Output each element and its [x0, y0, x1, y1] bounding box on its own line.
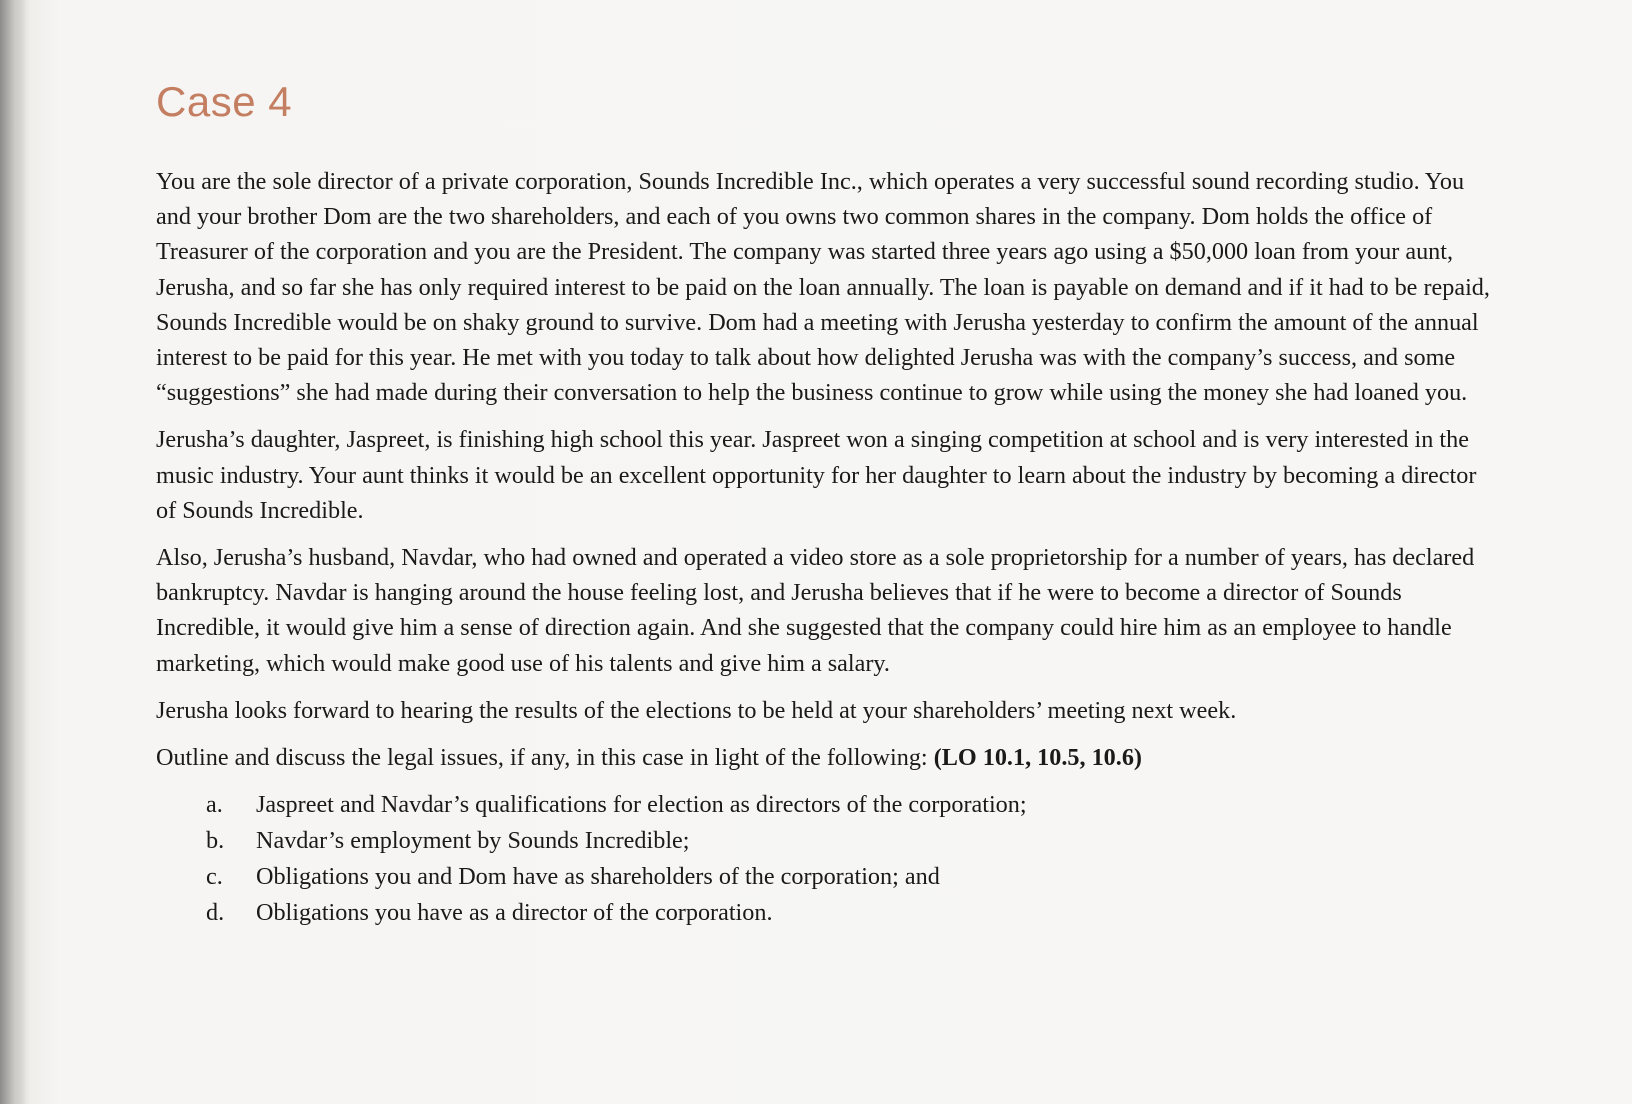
case-title: Case 4 — [156, 78, 293, 125]
question-prompt — [156, 740, 1496, 775]
question-text: Outline and discuss the legal issues, if any, in this case in light of the following: — [156, 744, 934, 772]
task-text: Navdar’s employment by Sounds Incredible; — [256, 827, 690, 855]
task-item — [206, 859, 1496, 895]
task-marker: a. — [206, 791, 223, 819]
task-marker: c. — [206, 863, 223, 891]
task-text: Obligations you and Dom have as shareholders of the corporation; and — [256, 863, 940, 891]
task-text: Obligations you have as a director of the corporation. — [256, 899, 773, 927]
learning-objectives: (LO 10.1, 10.5, 10.6) — [933, 744, 1142, 772]
task-item — [206, 895, 1496, 931]
task-item — [206, 787, 1496, 823]
page-binding-shadow — [0, 0, 26, 1104]
case-paragraph-3: Also, Jerusha’s husband, Navdar, who had owned and operated a video store as a sole proprietorship for a number of years, has declared bankruptcy. Navdar is hanging around the house feeling lost, and Jerusha believes that if he were to become a director of Sounds Incredible, it would give him a sense of direction again. And she suggested that the company could hire him as an employee to handle marketing, which would make good use of his talents and give him a salary. — [156, 544, 1475, 677]
task-item — [206, 823, 1496, 859]
task-text: Jaspreet and Navdar’s qualifications for election as directors of the corporation; — [256, 791, 1027, 819]
task-marker: d. — [206, 899, 225, 927]
case-paragraph-1: You are the sole director of a private corporation, Sounds Incredible Inc., which operates a very successful sound recording studio. You and your brother Dom are the two shareholders, and each of you owns two common shares in the company. Dom holds the office of Treasurer of the corporation and you are the President. The company was started three years ago using a $50,000 loan from your aunt, Jerusha, and so far she has only required interest to be paid on the loan annually. The loan is payable on demand and if it had to be repaid, Sounds Incredible would be on shaky ground to survive. Dom had a meeting with Jerusha yesterday to confirm the amount of the annual interest to be paid for this year. He met with you today to talk about how delighted Jerusha was with the company’s success, and some “suggestions” she had made during their conversation to help the business continue to grow while using the money she had loaned you. — [156, 168, 1490, 407]
case-paragraph-4: Jerusha looks forward to hearing the results of the elections to be held at your shareholders’ meeting next week. — [156, 696, 1237, 724]
task-marker: b. — [206, 827, 225, 855]
task-list — [156, 787, 1496, 931]
case-paragraph-2: Jerusha’s daughter, Jaspreet, is finishing high school this year. Jaspreet won a singing competition at school and is very interested in the music industry. Your aunt thinks it would be an excellent opportunity for her daughter to learn about the industry by becoming a director of Sounds Incredible. — [156, 426, 1477, 524]
case-content — [156, 78, 1496, 931]
